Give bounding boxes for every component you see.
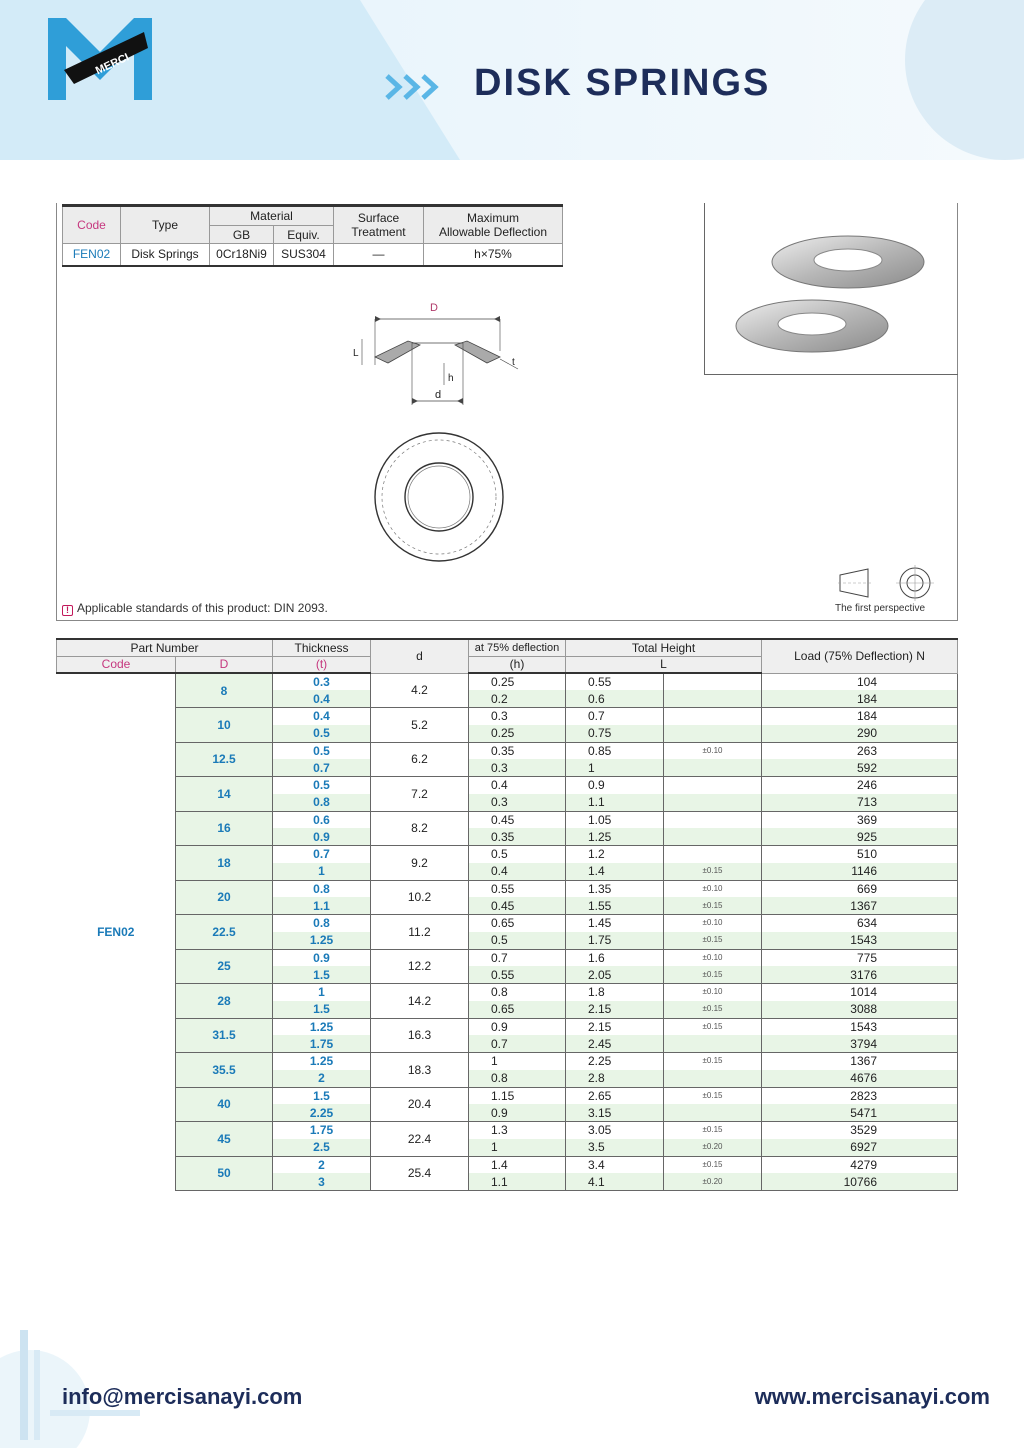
outer-diameter-cell: 45 [176,1122,273,1157]
thickness-cell: 0.8 [273,880,371,897]
outer-diameter-cell: 14 [176,777,273,812]
load-cell: 713 [762,794,958,811]
outer-diameter-cell: 28 [176,984,273,1019]
inner-diameter-cell: 25.4 [371,1156,469,1191]
total-height-cell: 0.55 [566,673,664,690]
load-cell: 4676 [762,1070,958,1087]
thickness-cell: 0.6 [273,811,371,828]
table-row [57,984,958,1001]
spec-table [62,204,563,267]
corner-decoration [0,1310,150,1448]
total-height-cell: 1.45 [566,915,664,932]
first-angle-projection-icon [838,565,938,601]
warning-icon: ! [62,605,73,616]
header-D: D [176,656,273,673]
header-load: Load (75% Deflection) N [762,639,958,673]
deflection-cell: 0.35 [469,742,566,759]
load-cell: 669 [762,880,958,897]
spec-code: FEN02 [63,244,121,266]
deflection-cell: 0.55 [469,880,566,897]
outer-diameter-cell: 10 [176,708,273,743]
total-height-cell: 1.25 [566,828,664,845]
inner-diameter-cell: 7.2 [371,777,469,812]
footer-email[interactable]: info@mercisanayi.com [62,1384,303,1409]
total-height-cell: 1.75 [566,932,664,949]
total-height-cell: 3.05 [566,1122,664,1139]
tolerance-cell: ±0.15 [664,897,762,914]
total-height-cell: 1.55 [566,897,664,914]
disk-spring-section-drawing [340,295,540,415]
inner-diameter-cell: 10.2 [371,880,469,915]
total-height-cell: 0.9 [566,777,664,794]
dim-h: h [448,373,454,384]
tolerance-cell [664,673,762,690]
disk-spring-front-drawing [372,430,506,564]
dim-L: L [353,348,359,359]
outer-diameter-cell: 16 [176,811,273,846]
inner-diameter-cell: 11.2 [371,915,469,950]
table-body [57,673,958,1191]
deflection-cell: 0.45 [469,897,566,914]
load-cell: 3529 [762,1122,958,1139]
outer-diameter-cell: 40 [176,1087,273,1122]
header-code: Code [57,656,176,673]
deflection-cell: 0.25 [469,673,566,690]
thickness-cell: 0.8 [273,794,371,811]
load-cell: 1367 [762,1053,958,1070]
outer-diameter-cell: 18 [176,846,273,881]
tolerance-cell [664,828,762,845]
header-t: (t) [273,656,371,673]
header-total-height: Total Height [566,639,762,656]
outer-diameter-cell: 50 [176,1156,273,1191]
load-cell: 634 [762,915,958,932]
table-row [57,915,958,932]
deflection-cell: 1 [469,1139,566,1156]
tolerance-cell: ±0.20 [664,1173,762,1190]
spec-header-gb: GB [210,226,274,244]
tolerance-cell [664,725,762,742]
thickness-cell: 0.9 [273,828,371,845]
thickness-cell: 1.1 [273,897,371,914]
dim-t: t [512,357,515,368]
standard-note-text: Applicable standards of this product: DIN 2093. [77,601,328,615]
table-row [57,1018,958,1035]
inner-diameter-cell: 16.3 [371,1018,469,1053]
deflection-cell: 0.2 [469,690,566,707]
load-cell: 290 [762,725,958,742]
standard-note [62,601,328,616]
thickness-cell: 0.5 [273,777,371,794]
total-height-cell: 0.75 [566,725,664,742]
total-height-cell: 1.05 [566,811,664,828]
load-cell: 1543 [762,932,958,949]
table-row [57,708,958,725]
thickness-cell: 1.5 [273,1001,371,1018]
deflection-cell: 0.5 [469,932,566,949]
tolerance-cell [664,1035,762,1052]
load-cell: 6927 [762,1139,958,1156]
load-cell: 510 [762,846,958,863]
header-d: d [371,639,469,673]
total-height-cell: 3.15 [566,1104,664,1121]
load-cell: 3088 [762,1001,958,1018]
deflection-cell: 0.9 [469,1104,566,1121]
load-cell: 1367 [762,897,958,914]
inner-diameter-cell: 18.3 [371,1053,469,1088]
outer-diameter-cell: 8 [176,673,273,708]
load-cell: 3176 [762,966,958,983]
tolerance-cell [664,846,762,863]
thickness-cell: 1.75 [273,1122,371,1139]
load-cell: 1543 [762,1018,958,1035]
deflection-cell: 0.5 [469,846,566,863]
thickness-cell: 3 [273,1173,371,1190]
thickness-cell: 0.9 [273,949,371,966]
inner-diameter-cell: 9.2 [371,846,469,881]
load-cell: 925 [762,828,958,845]
total-height-cell: 2.15 [566,1001,664,1018]
arrow-chevrons-icon [385,72,441,107]
header-deflection: at 75% deflection [469,639,566,656]
deflection-cell: 0.25 [469,725,566,742]
total-height-cell: 2.45 [566,1035,664,1052]
load-cell: 246 [762,777,958,794]
thickness-cell: 1 [273,863,371,880]
spec-header-material: Material [210,206,334,226]
spec-gb: 0Cr18Ni9 [210,244,274,266]
thickness-cell: 0.5 [273,742,371,759]
load-cell: 104 [762,673,958,690]
tolerance-cell [664,811,762,828]
tolerance-cell: ±0.10 [664,880,762,897]
table-row [57,846,958,863]
spec-type: Disk Springs [121,244,210,266]
thickness-cell: 1.25 [273,1018,371,1035]
header-thickness: Thickness [273,639,371,656]
logo-text: MERCI [93,51,132,78]
thickness-cell: 0.7 [273,846,371,863]
inner-diameter-cell: 6.2 [371,742,469,777]
total-height-cell: 0.7 [566,708,664,725]
deflection-cell: 1 [469,1053,566,1070]
outer-diameter-cell: 31.5 [176,1018,273,1053]
disk-spring-photo [730,222,930,362]
table-row [57,811,958,828]
thickness-cell: 0.3 [273,673,371,690]
thickness-cell: 0.4 [273,690,371,707]
deflection-cell: 0.3 [469,794,566,811]
tolerance-cell [664,708,762,725]
table-row [57,1053,958,1070]
tolerance-cell: ±0.15 [664,932,762,949]
inner-diameter-cell: 12.2 [371,949,469,984]
tolerance-cell: ±0.20 [664,1139,762,1156]
dim-D: D [430,302,438,314]
load-cell: 3794 [762,1035,958,1052]
tolerance-cell: ±0.15 [664,1122,762,1139]
thickness-cell: 0.4 [273,708,371,725]
inner-diameter-cell: 8.2 [371,811,469,846]
thickness-cell: 1.25 [273,1053,371,1070]
load-cell: 4279 [762,1156,958,1173]
total-height-cell: 3.4 [566,1156,664,1173]
header-h: (h) [469,656,566,673]
load-cell: 2823 [762,1087,958,1104]
thickness-cell: 1.5 [273,1087,371,1104]
surface-line-1: Surface [357,211,400,225]
load-cell: 775 [762,949,958,966]
total-height-cell: 1 [566,759,664,776]
load-cell: 184 [762,708,958,725]
deflection-cell: 1.1 [469,1173,566,1190]
thickness-cell: 0.8 [273,915,371,932]
load-cell: 5471 [762,1104,958,1121]
table-row [57,777,958,794]
total-height-cell: 3.5 [566,1139,664,1156]
table-row [57,742,958,759]
table-row [57,949,958,966]
inner-diameter-cell: 5.2 [371,708,469,743]
tolerance-cell: ±0.15 [664,1001,762,1018]
dim-d: d [435,389,442,401]
tolerance-cell [664,759,762,776]
thickness-cell: 2.5 [273,1139,371,1156]
page-title: DISK SPRINGS [474,62,771,104]
load-cell: 10766 [762,1173,958,1190]
tolerance-cell [664,690,762,707]
header-L: L [566,656,762,673]
outer-diameter-cell: 22.5 [176,915,273,950]
footer-website[interactable]: www.mercisanayi.com [754,1384,990,1409]
table-row [57,1156,958,1173]
tolerance-cell [664,777,762,794]
total-height-cell: 1.35 [566,880,664,897]
deflection-cell: 0.4 [469,777,566,794]
total-height-cell: 1.6 [566,949,664,966]
load-cell: 184 [762,690,958,707]
outer-diameter-cell: 25 [176,949,273,984]
tolerance-cell: ±0.10 [664,949,762,966]
thickness-cell: 0.5 [273,725,371,742]
thickness-cell: 1.5 [273,966,371,983]
deflection-cell: 0.45 [469,811,566,828]
outer-diameter-cell: 12.5 [176,742,273,777]
code-cell: FEN02 [57,673,176,1191]
load-cell: 592 [762,759,958,776]
spec-equiv: SUS304 [274,244,334,266]
tolerance-cell: ±0.15 [664,1087,762,1104]
deflection-cell: 0.3 [469,708,566,725]
total-height-cell: 0.85 [566,742,664,759]
disk-springs-table [56,638,958,1191]
table-row [57,1087,958,1104]
thickness-cell: 1.75 [273,1035,371,1052]
spec-maxdef: h×75% [424,244,563,266]
tolerance-cell: ±0.15 [664,863,762,880]
total-height-cell: 2.05 [566,966,664,983]
perspective-label: The first perspective [835,603,926,614]
tolerance-cell [664,1104,762,1121]
outer-diameter-cell: 20 [176,880,273,915]
thickness-cell: 2 [273,1156,371,1173]
total-height-cell: 2.8 [566,1070,664,1087]
thickness-cell: 2 [273,1070,371,1087]
total-height-cell: 1.8 [566,984,664,1001]
tolerance-cell: ±0.15 [664,1018,762,1035]
spec-surface: — [334,244,424,266]
total-height-cell: 1.4 [566,863,664,880]
maxdef-line-1: Maximum [466,211,519,225]
deflection-cell: 0.65 [469,915,566,932]
deflection-cell: 0.35 [469,828,566,845]
deflection-cell: 1.3 [469,1122,566,1139]
header-part-number: Part Number [57,639,273,656]
tolerance-cell: ±0.10 [664,915,762,932]
total-height-cell: 4.1 [566,1173,664,1190]
load-cell: 1014 [762,984,958,1001]
total-height-cell: 0.6 [566,690,664,707]
total-height-cell: 2.25 [566,1053,664,1070]
table-row [57,673,958,690]
deflection-cell: 0.7 [469,949,566,966]
outer-diameter-cell: 35.5 [176,1053,273,1088]
spec-header-maxdef [424,206,563,244]
tolerance-cell: ±0.15 [664,966,762,983]
deflection-cell: 0.4 [469,863,566,880]
spec-header-equiv: Equiv. [274,226,334,244]
load-cell: 369 [762,811,958,828]
deflection-cell: 0.7 [469,1035,566,1052]
tolerance-cell: ±0.15 [664,1053,762,1070]
deflection-cell: 0.3 [469,759,566,776]
thickness-cell: 2.25 [273,1104,371,1121]
tolerance-cell: ±0.10 [664,742,762,759]
total-height-cell: 2.65 [566,1087,664,1104]
thickness-cell: 1.25 [273,932,371,949]
deflection-cell: 1.4 [469,1156,566,1173]
total-height-cell: 1.2 [566,846,664,863]
table-row [57,1122,958,1139]
inner-diameter-cell: 4.2 [371,673,469,708]
inner-diameter-cell: 14.2 [371,984,469,1019]
thickness-cell: 0.7 [273,759,371,776]
deflection-cell: 0.9 [469,1018,566,1035]
deflection-cell: 1.15 [469,1087,566,1104]
tolerance-cell [664,1070,762,1087]
merci-logo [48,18,152,100]
thickness-cell: 1 [273,984,371,1001]
spec-header-surface [334,206,424,244]
spec-header-type: Type [121,206,210,244]
tolerance-cell [664,794,762,811]
spec-header-code: Code [63,206,121,244]
total-height-cell: 1.1 [566,794,664,811]
inner-diameter-cell: 20.4 [371,1087,469,1122]
deflection-cell: 0.55 [469,966,566,983]
total-height-cell: 2.15 [566,1018,664,1035]
table-row [57,880,958,897]
deflection-cell: 0.8 [469,984,566,1001]
load-cell: 1146 [762,863,958,880]
deflection-cell: 0.65 [469,1001,566,1018]
tolerance-cell: ±0.10 [664,984,762,1001]
deflection-cell: 0.8 [469,1070,566,1087]
load-cell: 263 [762,742,958,759]
surface-line-2: Treatment [351,225,406,239]
tolerance-cell: ±0.15 [664,1156,762,1173]
maxdef-line-2: Allowable Deflection [438,225,548,239]
inner-diameter-cell: 22.4 [371,1122,469,1157]
